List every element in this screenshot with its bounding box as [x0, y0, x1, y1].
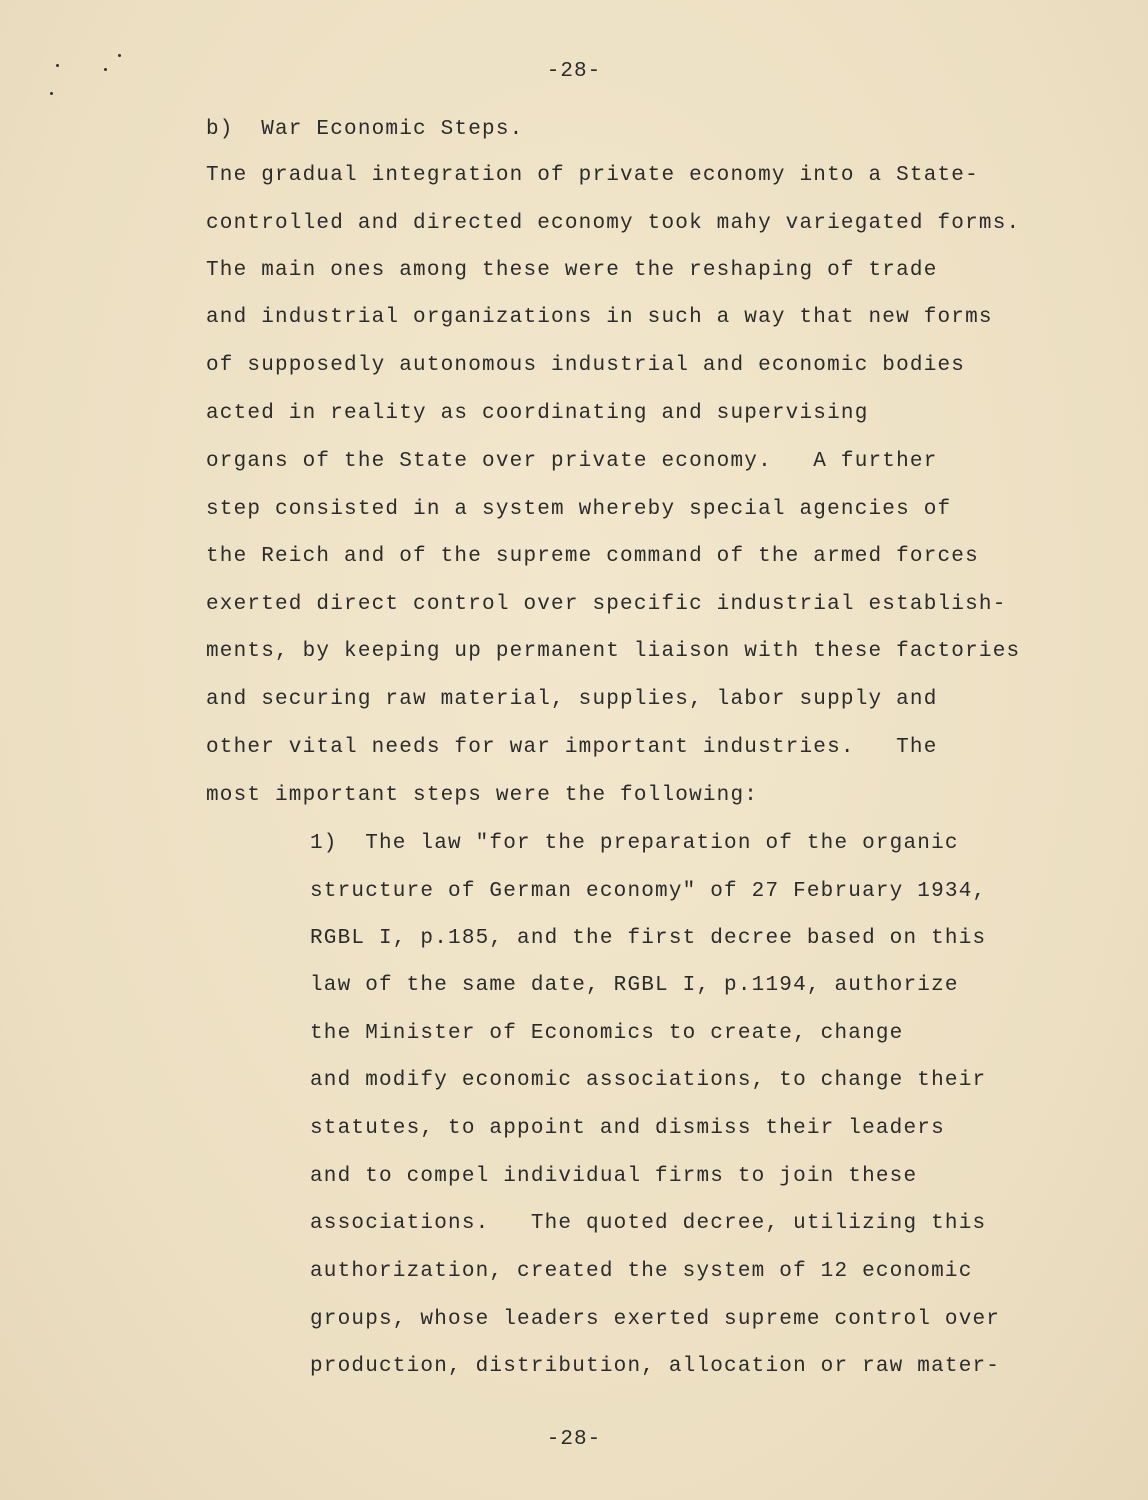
item-line: associations. The quoted decree, utilizing this: [310, 1212, 987, 1235]
body-line: The main ones among these were the reshaping of trade: [206, 259, 938, 282]
item-line: authorization, created the system of 12 economic: [310, 1260, 973, 1283]
body-line: step consisted in a system whereby special agencies of: [206, 498, 952, 521]
body-line: Tne gradual integration of private economy into a State-: [206, 164, 979, 187]
body-line: organs of the State over private economy. A further: [206, 450, 938, 473]
page-number-bottom: -28-: [546, 1428, 602, 1451]
body-line: acted in reality as coordinating and supervising: [206, 402, 869, 425]
item-line: the Minister of Economics to create, change: [310, 1022, 904, 1045]
speck: [50, 92, 53, 95]
item-line: groups, whose leaders exerted supreme control over: [310, 1308, 1001, 1331]
body-line: the Reich and of the supreme command of the armed forces: [206, 545, 979, 568]
page-number-top: -28-: [546, 60, 602, 83]
item-line: and modify economic associations, to change their: [310, 1069, 987, 1092]
body-line: and securing raw material, supplies, labor supply and: [206, 688, 938, 711]
item-line: and to compel individual firms to join these: [310, 1165, 918, 1188]
section-heading: b) War Economic Steps.: [206, 118, 524, 141]
body-line: most important steps were the following:: [206, 784, 759, 807]
body-line: other vital needs for war important industries. The: [206, 736, 938, 759]
body-line: exerted direct control over specific industrial establish-: [206, 593, 1007, 616]
item-line: statutes, to appoint and dismiss their leaders: [310, 1117, 945, 1140]
item-line: 1) The law "for the preparation of the organic: [310, 832, 959, 855]
item-line: law of the same date, RGBL I, p.1194, authorize: [310, 974, 959, 997]
item-line: production, distribution, allocation or raw mater-: [310, 1355, 1001, 1378]
item-line: RGBL I, p.185, and the first decree based on this: [310, 927, 987, 950]
body-line: and industrial organizations in such a way that new forms: [206, 306, 993, 329]
item-line: structure of German economy" of 27 February 1934,: [310, 880, 987, 903]
speck: [118, 54, 121, 57]
body-line: controlled and directed economy took mahy variegated forms.: [206, 212, 1021, 235]
body-line: of supposedly autonomous industrial and economic bodies: [206, 354, 966, 377]
body-line: ments, by keeping up permanent liaison with these factories: [206, 640, 1021, 663]
